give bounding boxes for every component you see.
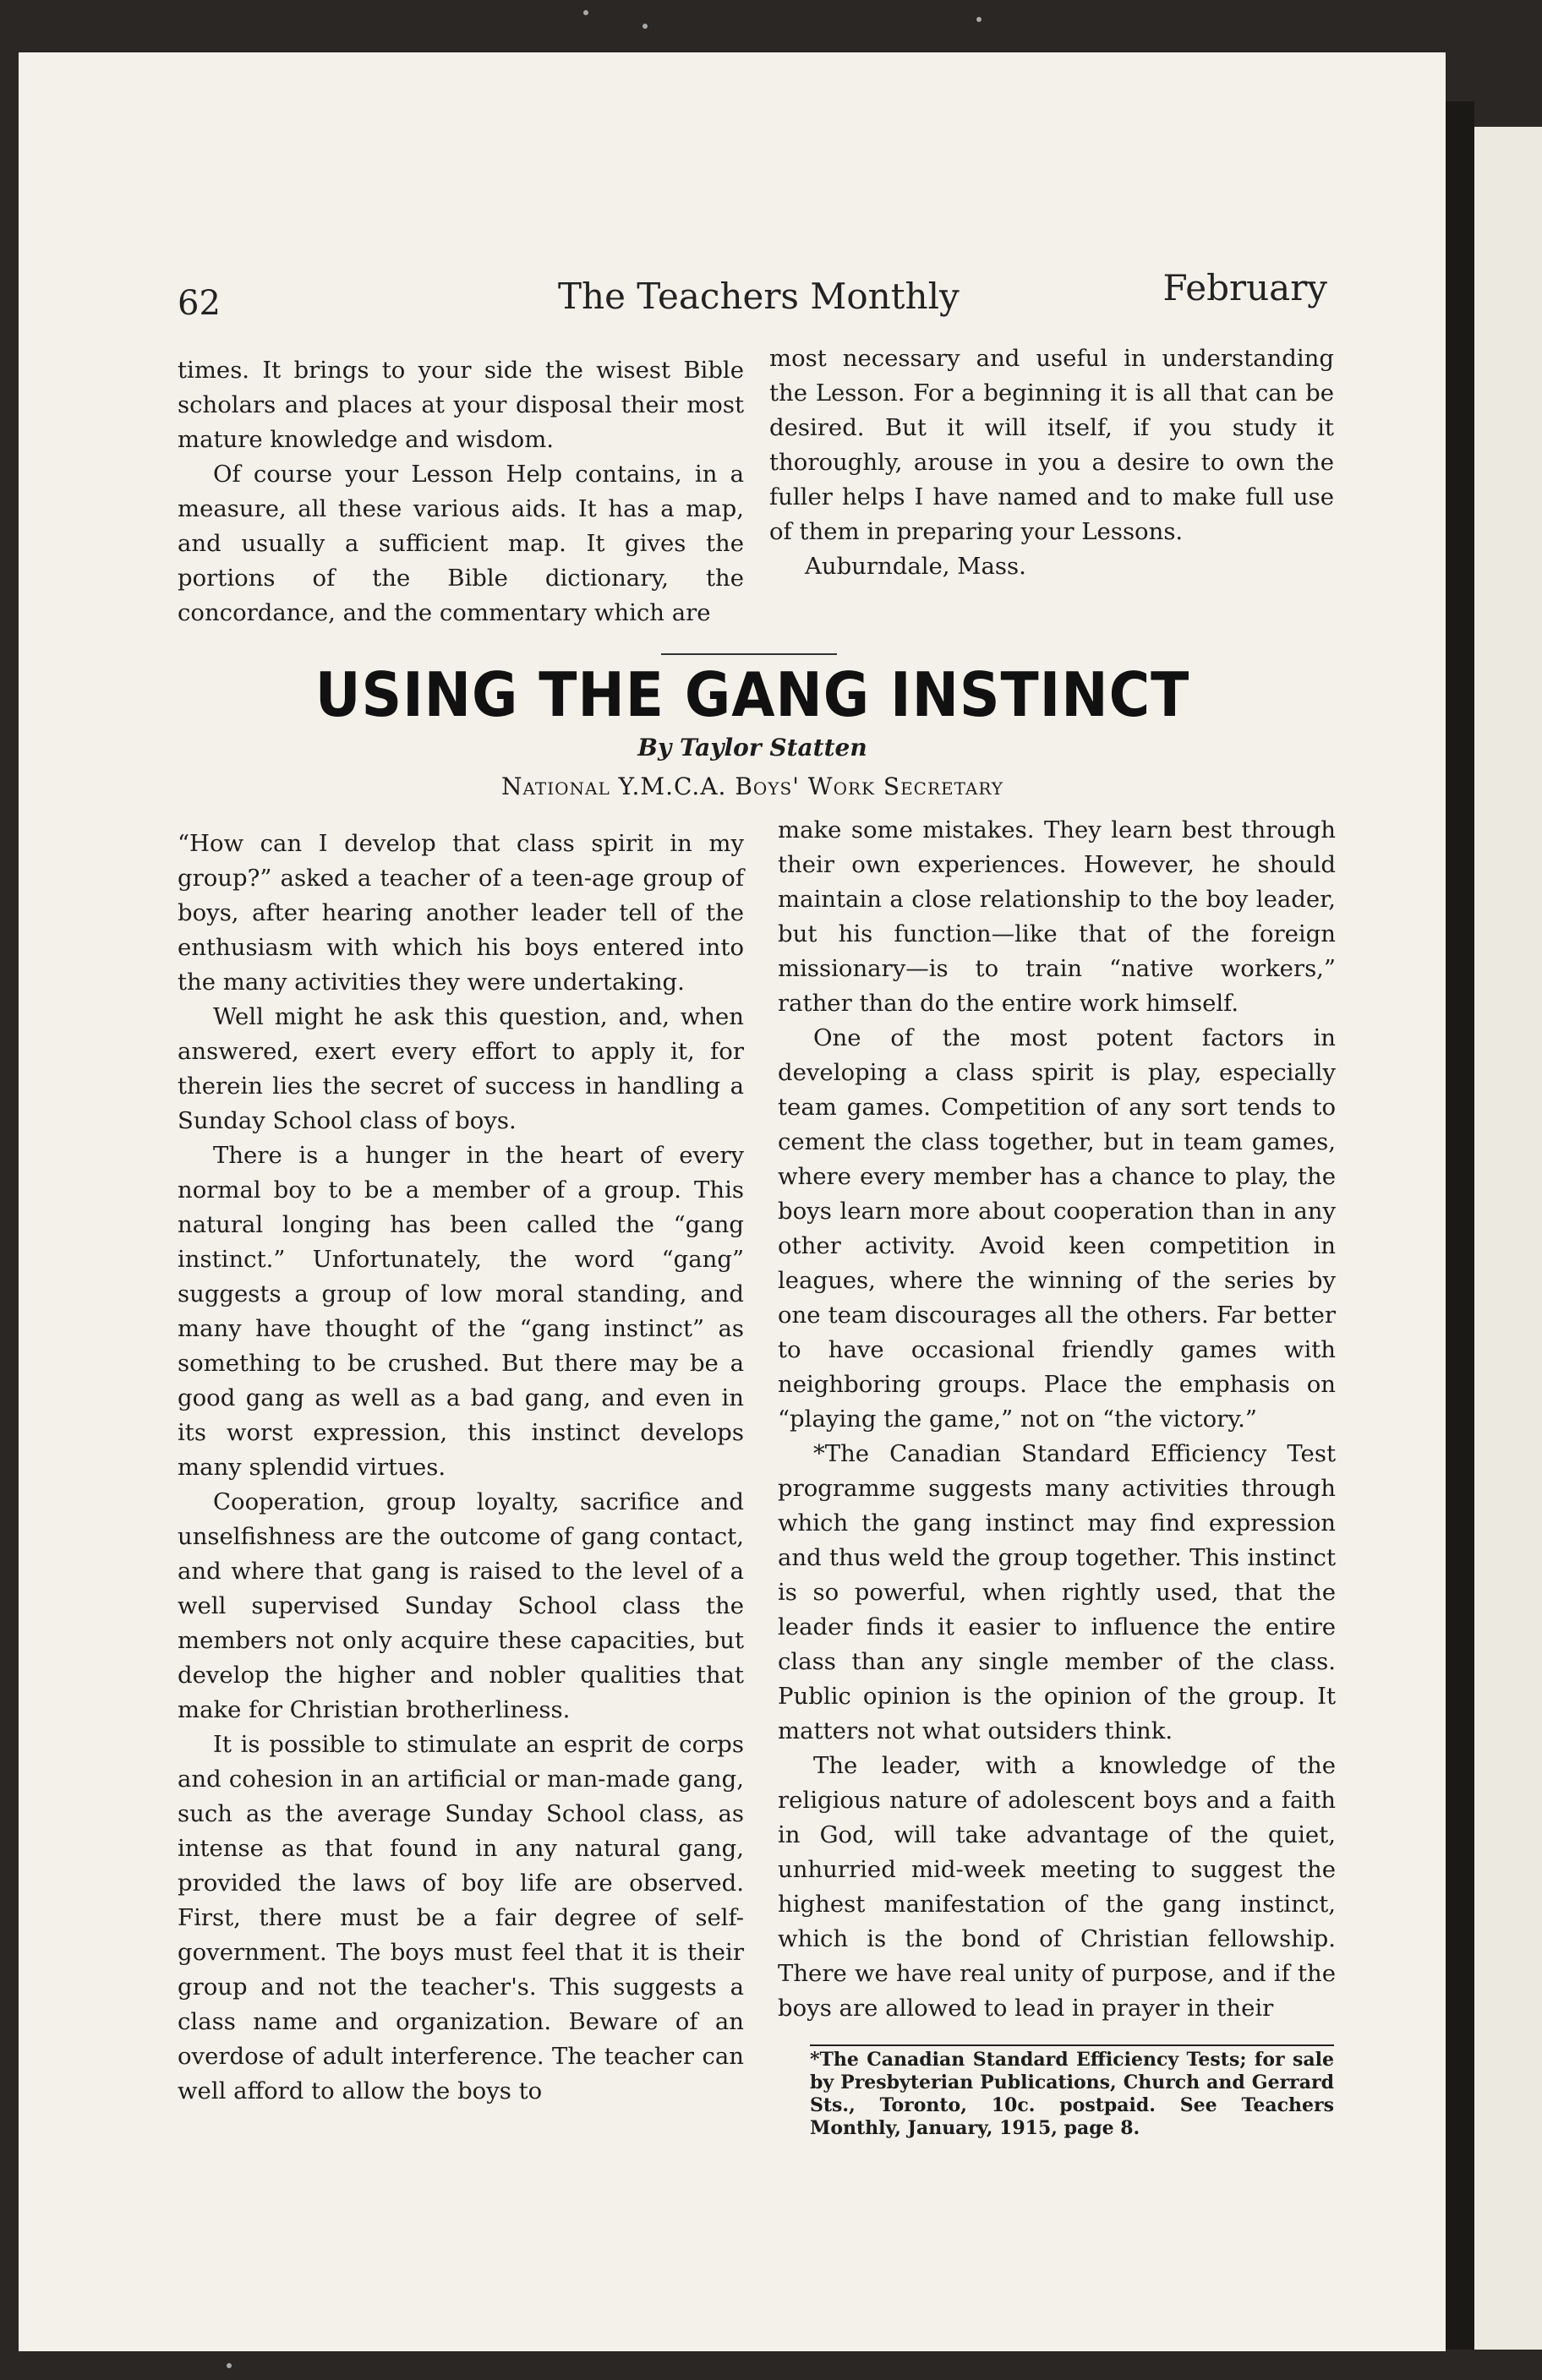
author-affiliation: National Y.M.C.A. Boys' Work Secretary: [501, 772, 1003, 800]
paragraph: Cooperation, group loyalty, sacrifice and unselfishness are the outcome of gang contact, and where that gang is raised to the level of a well supervised Sunday School class the members not only acquire these capacities, but develop the higher and nobler qualities that make for Christian brotherliness.: [178, 1488, 744, 1723]
page-number: 62: [178, 284, 221, 323]
paragraph: most necessary and useful in understanding the Lesson. For a beginning it is all that can be desired. But it will itself, if you study it thoroughly, arouse in you a desire to own the fuller helps I have named and to make full use of them in preparing your Lessons.: [769, 345, 1334, 545]
scan-speck: [642, 24, 648, 29]
journal-title: The Teachers Monthly: [558, 276, 960, 317]
paragraph: There is a hunger in the heart of every normal boy to be a member of a group. This natural longing has been called the “gang instinct.” Unfortunately, the word “gang” suggests a group of low moral standing, and many have thought of the “gang instinct” as something to be crushed. But there may be a good gang as well as a bad gang, and even in its worst expression, this instinct develops many splendid virtues.: [178, 1142, 744, 1481]
scan-speck: [227, 2363, 232, 2368]
running-header: [178, 267, 1327, 343]
paragraph: times. It brings to your side the wisest Bible scholars and places at your disposal their most mature knowledge and wisdom.: [178, 357, 744, 453]
page-binding-shadow: [1446, 101, 1474, 2350]
preceding-article-right-column: [769, 341, 1334, 584]
article-left-column: [178, 827, 744, 2109]
footnote: *The Canadian Standard Efficiency Tests; for sale by Presbyterian Publications, Church and Gerrard Sts., Toronto, 10c. postpaid. See Teachers Monthly, January, 1915, page 8.: [810, 2049, 1334, 2139]
article-title: USING THE GANG INSTINCT: [314, 659, 1190, 730]
place-signature: Auburndale, Mass.: [805, 553, 1026, 580]
article-right-column: [778, 813, 1336, 2026]
article-byline: By Taylor Statten: [637, 734, 867, 761]
paragraph: “How can I develop that class spirit in my group?” asked a teacher of a teen-age group of boys, after hearing another leader tell of the enthusiasm with which his boys entered into the many activities they were undertaking.: [178, 830, 744, 996]
issue-month: February: [1162, 267, 1327, 308]
paragraph: It is possible to stimulate an esprit de corps and cohesion in an artificial or man-made gang, such as the average Sunday School class, as intense as that found in any natural gang, provided the laws of boy life are observed. First, there must be a fair degree of self-government. The boys must feel that it is their group and not the teacher's. This suggests a class name and organization. Beware of an overdose of adult interference. The teacher can well afford to allow the boys to: [178, 1731, 744, 2104]
paragraph: Of course your Lesson Help contains, in a measure, all these various aids. It has a map, and usually a sufficient map. It gives the portions of the Bible dictionary, the concordance, and the commentary which are: [178, 461, 744, 626]
preceding-article-left-column: [178, 353, 744, 630]
scan-speck: [976, 17, 982, 22]
footnote-rule: [810, 2044, 1334, 2046]
paragraph: One of the most potent factors in developing a class spirit is play, especially team games. Competition of any sort tends to cement the class together, but in team games, where every member has a chance to play, the boys learn more about cooperation than in any other activity. Avoid keen competition in leagues, where the winning of the series by one team discourages all the others. Far better to have occasional friendly games with neighboring groups. Place the emphasis on “playing the game,” not on “the victory.”: [778, 1024, 1336, 1433]
paragraph: The leader, with a knowledge of the religious nature of adolescent boys and a faith in God, will take advantage of the quiet, unhurried mid-week meeting to suggest the highest manifestation of the gang instinct, which is the bond of Christian fellowship. There we have real unity of purpose, and if the boys are allowed to lead in prayer in their: [778, 1752, 1336, 2022]
adjacent-page-edge: [1474, 127, 1542, 2350]
paragraph: *The Canadian Standard Efficiency Test programme suggests many activities through which the gang instinct may find expression and thus weld the group together. This instinct is so powerful, when rightly used, that the leader finds it easier to influence the entire class than any single member of the class. Public opinion is the opinion of the group. It matters not what outsiders think.: [778, 1440, 1336, 1744]
scan-speck: [583, 10, 588, 15]
paragraph: Well might he ask this question, and, when answered, exert every effort to apply it, for therein lies the secret of success in handling a Sunday School class of boys.: [178, 1003, 744, 1134]
paragraph: make some mistakes. They learn best through their own experiences. However, he should maintain a close relationship to the boy leader, but his function—like that of the foreign missionary—is to train “native workers,” rather than do the entire work himself.: [778, 816, 1336, 1017]
article-divider: [661, 653, 837, 655]
